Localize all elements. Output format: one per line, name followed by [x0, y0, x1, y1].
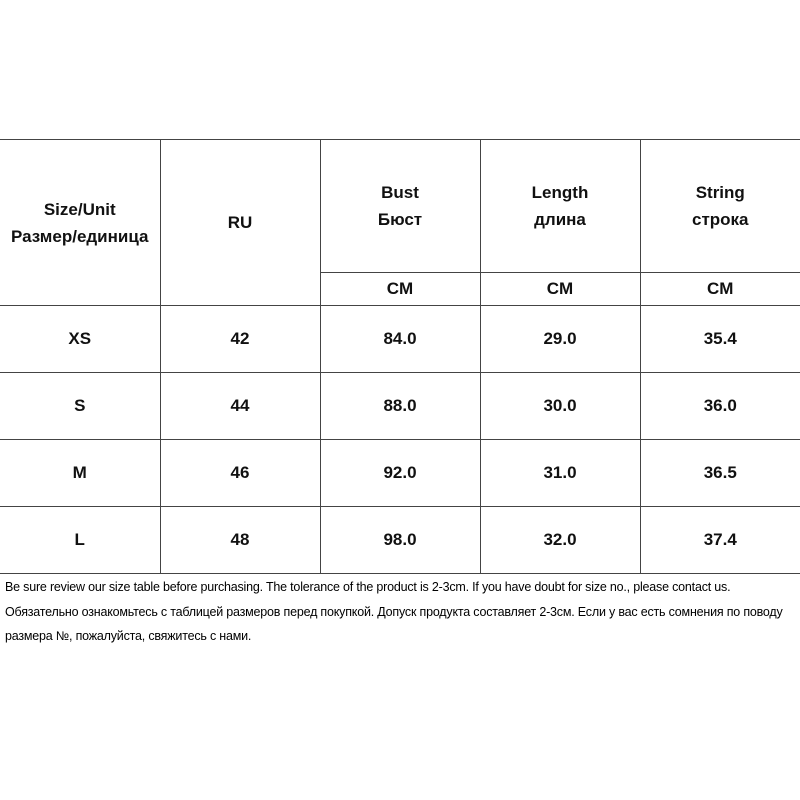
size-chart	[0, 139, 800, 574]
cell-length: 31.0	[480, 440, 640, 507]
cell-string: 36.5	[640, 440, 800, 507]
cell-ru: 44	[160, 373, 320, 440]
header-bust-en: Bust	[381, 183, 419, 202]
header-length-ru: длина	[534, 210, 586, 229]
cell-ru: 46	[160, 440, 320, 507]
header-length-en: Length	[531, 183, 589, 202]
header-ru	[160, 140, 320, 306]
cell-size: M	[0, 440, 160, 507]
unit-cell-bust: CM	[320, 273, 480, 306]
table-row	[0, 440, 800, 507]
table-row	[0, 306, 800, 373]
cell-length: 29.0	[480, 306, 640, 373]
cell-string: 35.4	[640, 306, 800, 373]
header-bust-ru: Бюст	[377, 210, 423, 229]
cell-ru: 48	[160, 507, 320, 574]
header-string-en: String	[695, 183, 745, 202]
header-size-unit	[0, 140, 160, 306]
header-bust	[320, 140, 480, 273]
cell-string: 36.0	[640, 373, 800, 440]
cell-ru: 42	[160, 306, 320, 373]
cell-size: L	[0, 507, 160, 574]
cell-length: 32.0	[480, 507, 640, 574]
header-length	[480, 140, 640, 273]
header-size-unit-en: Size/Unit	[43, 199, 116, 219]
cell-length: 30.0	[480, 373, 640, 440]
note-en: Be sure review our size table before purchasing. The tolerance of the product is 2-3cm. If you have doubt for size no., please contact us.	[5, 580, 731, 594]
cell-string: 37.4	[640, 507, 800, 574]
cell-bust: 92.0	[320, 440, 480, 507]
note-ru: Обязательно ознакомьтесь с таблицей размеров перед покупкой. Допуск продукта составляет 2-3см. Если у вас есть сомнения по поводу размера №, пожалуйста, свяжитесь с нами.	[5, 604, 783, 643]
unit-cell-length: CM	[480, 273, 640, 306]
table-row	[0, 507, 800, 574]
header-size-unit-ru: Размер/единица	[11, 226, 149, 246]
size-table	[0, 139, 800, 574]
table-row	[0, 373, 800, 440]
cell-bust: 98.0	[320, 507, 480, 574]
cell-bust: 84.0	[320, 306, 480, 373]
unit-cell-string: CM	[640, 273, 800, 306]
cell-bust: 88.0	[320, 373, 480, 440]
header-row	[0, 140, 800, 273]
notes	[5, 575, 800, 649]
header-string-ru: строка	[691, 210, 749, 229]
header-string	[640, 140, 800, 273]
header-ru-label: RU	[227, 213, 253, 232]
cell-size: S	[0, 373, 160, 440]
cell-size: XS	[0, 306, 160, 373]
